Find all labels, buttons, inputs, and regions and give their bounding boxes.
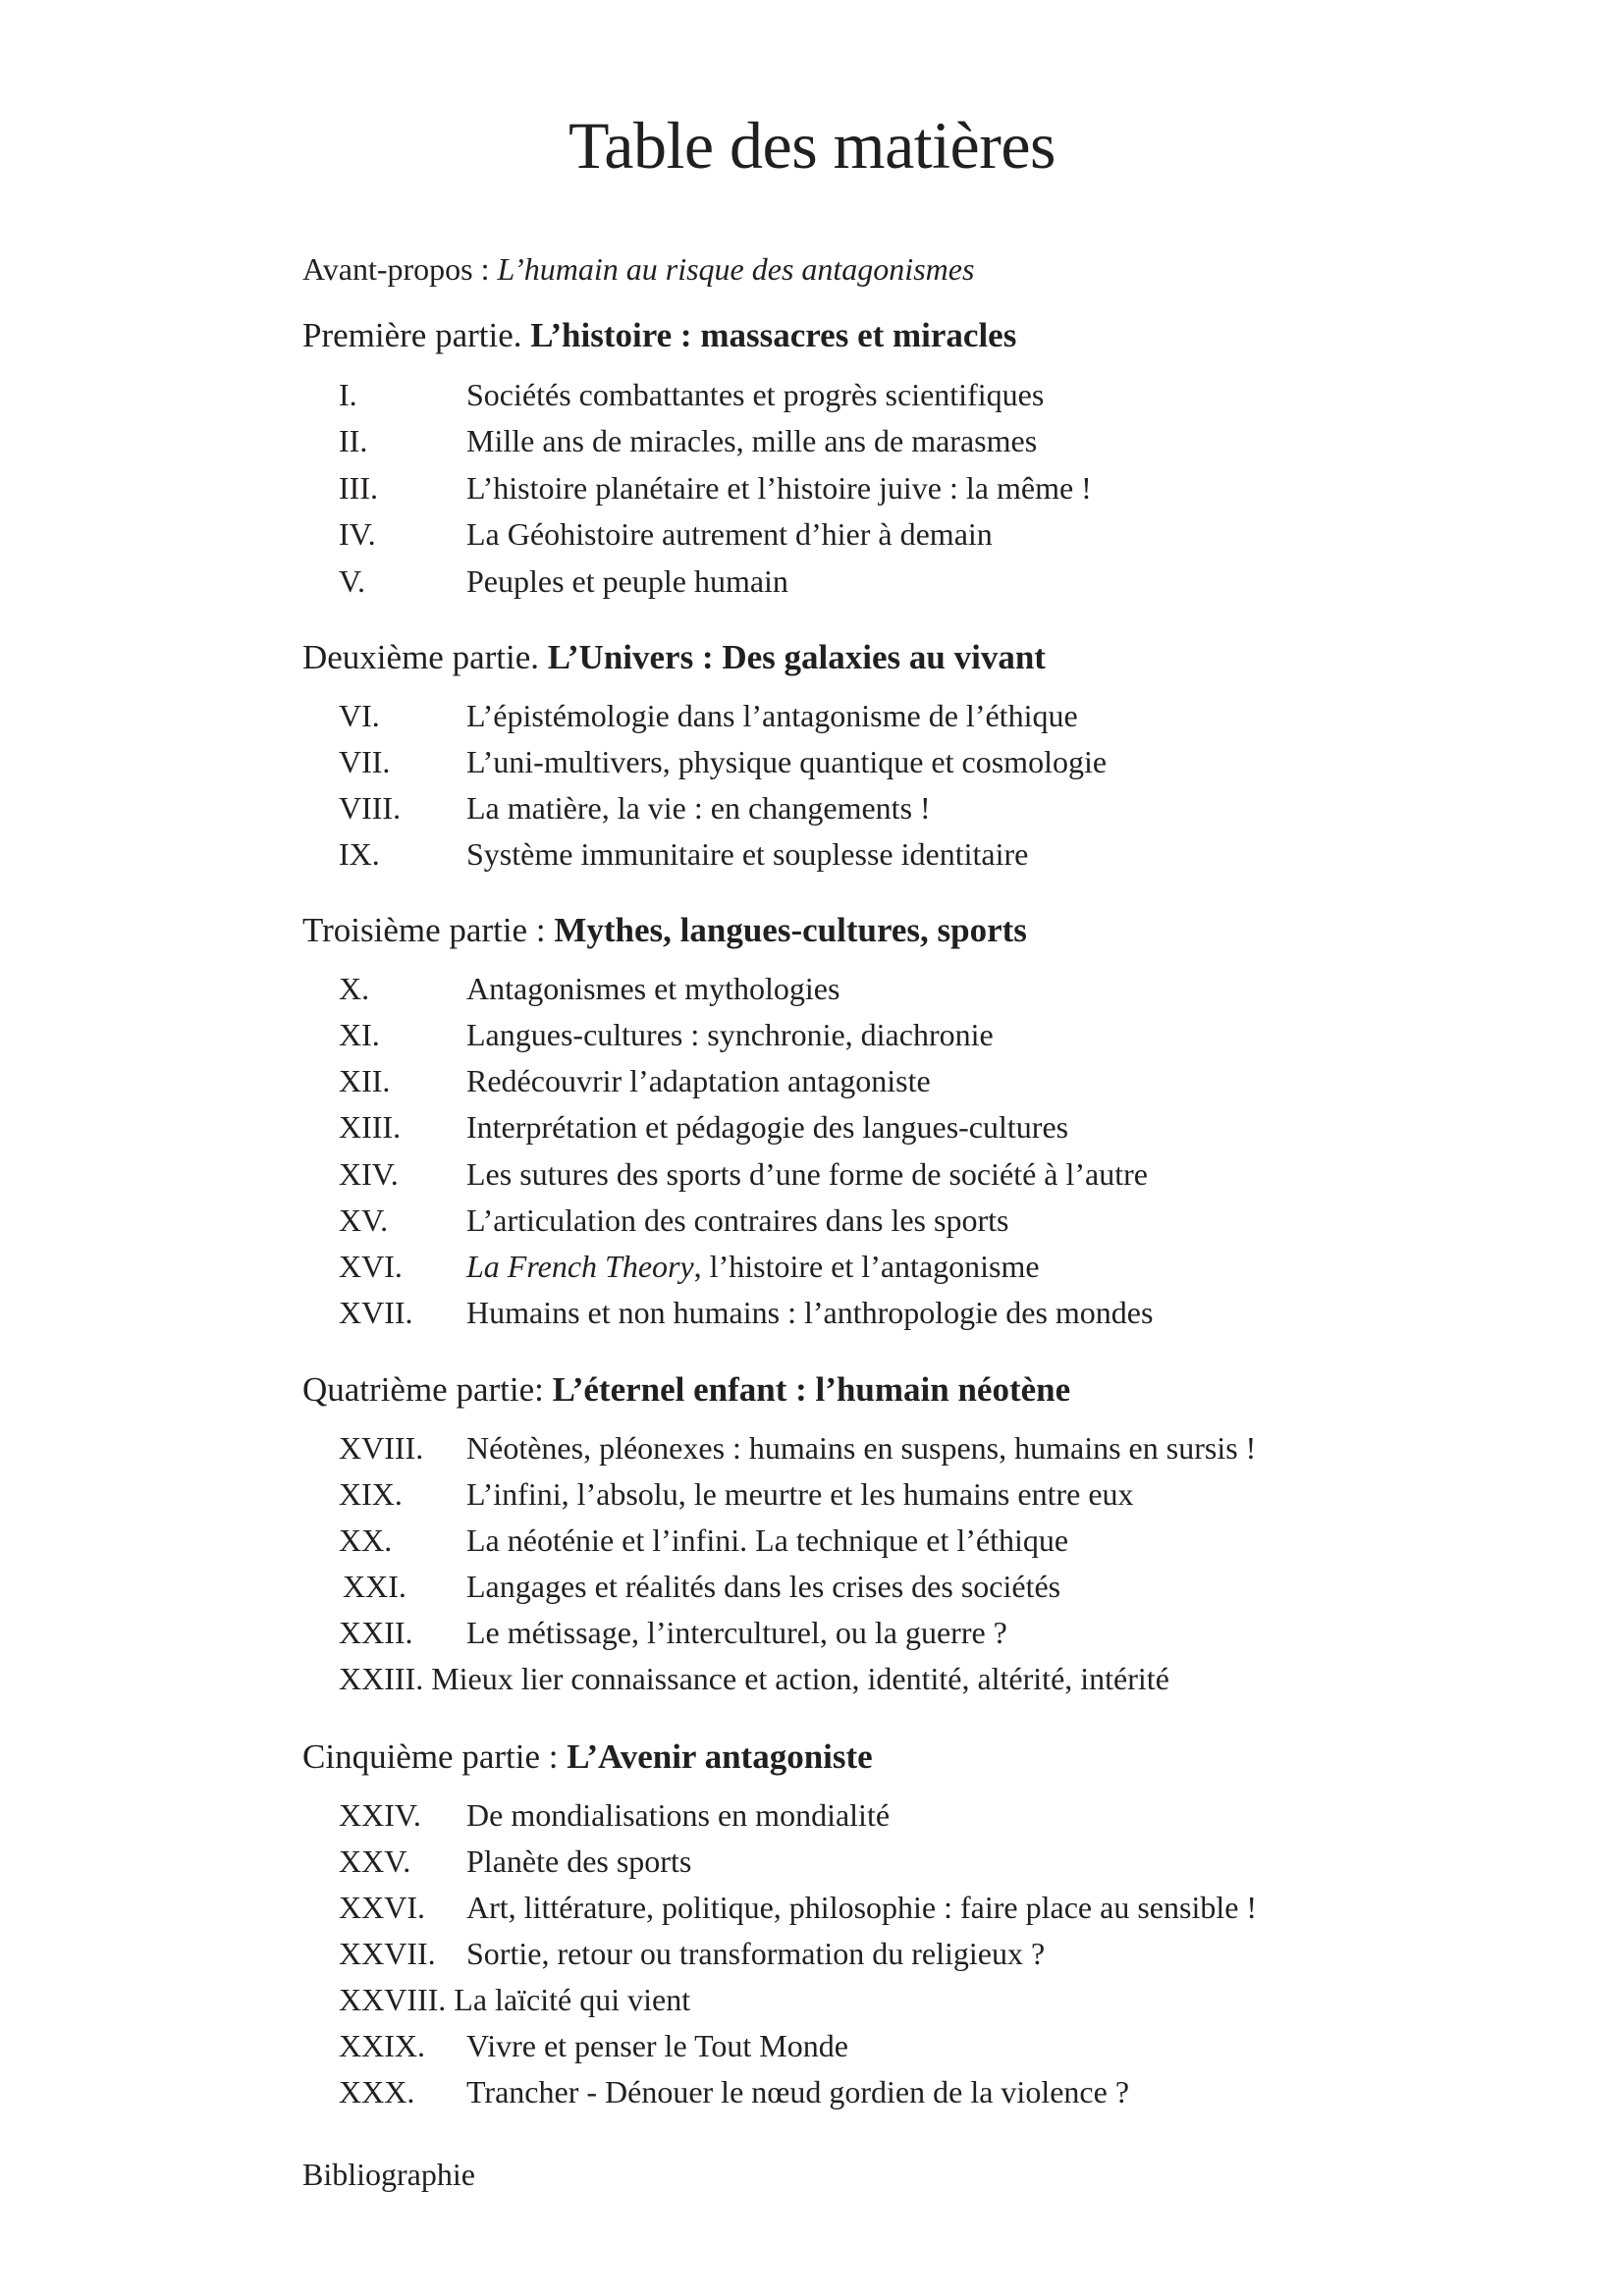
chapter-title: La néoténie et l’infini. La technique et l’éthique [466, 1522, 1069, 1558]
chapter-number: XXIV. [339, 1797, 421, 1833]
chapter-number: XXV. [339, 1843, 411, 1879]
chapter-title: De mondialisations en mondialité [466, 1797, 891, 1833]
chapter-title: Art, littérature, politique, philosophie : faire place au sensible ! [466, 1890, 1258, 1925]
chapter-number: XVII. [339, 1295, 413, 1330]
chapter-title: Système immunitaire et souplesse identitaire [466, 836, 1029, 872]
part-heading-5[interactable] [302, 1735, 873, 1779]
chapter-title: Planète des sports [466, 1843, 692, 1879]
part-label: Troisième partie : [302, 911, 555, 949]
part-heading-4[interactable] [302, 1368, 1070, 1412]
chapter-title: La laïcité qui vient [454, 1982, 691, 2017]
chapter-title: Mille ans de miracles, mille ans de marasmes [466, 423, 1038, 458]
chapter-number: XX. [339, 1522, 393, 1558]
part-title: L’histoire : massacres et miracles [530, 316, 1017, 354]
chapter-title: Sociétés combattantes et progrès scientifiques [466, 377, 1045, 412]
chapter-title: L’épistémologie dans l’antagonisme de l’éthique [466, 698, 1078, 733]
chapter-title: Peuples et peuple humain [466, 563, 788, 599]
chapter-title: Néotènes, pléonexes : humains en suspens, humains en sursis ! [466, 1430, 1257, 1466]
chapter-title: Vivre et penser le Tout Monde [466, 2028, 848, 2063]
chapter-number: VIII. [339, 790, 402, 826]
chapter-title: Le métissage, l’interculturel, ou la guerre ? [466, 1615, 1007, 1650]
part-heading-2[interactable] [302, 636, 1046, 679]
chapter-number: XV. [339, 1202, 389, 1238]
avant-propos-label: Avant-propos : [302, 251, 498, 287]
chapter-number: XXVIII. [339, 1982, 447, 2017]
chapter-number: XXVII. [339, 1936, 436, 1971]
chapter-number: XXIX. [339, 2028, 425, 2063]
chapter-title-italic: La French Theory [466, 1249, 694, 1284]
chapter-title: Langages et réalités dans les crises des sociétés [466, 1569, 1061, 1604]
chapter-title: Humains et non humains : l’anthropologie des mondes [466, 1295, 1154, 1330]
chapter-title: Sortie, retour ou transformation du religieux ? [466, 1936, 1046, 1971]
chapter-number: XXVI. [339, 1890, 425, 1925]
chapter-number: XXII. [339, 1615, 413, 1650]
chapter-title: L’histoire planétaire et l’histoire juive : la même ! [466, 470, 1092, 506]
chapter-number: XII. [339, 1063, 391, 1098]
chapter-title: Mieux lier connaissance et action, identité, altérité, intérité [431, 1661, 1169, 1696]
chapter-title: Langues-cultures : synchronie, diachronie [466, 1017, 994, 1052]
toc-entry[interactable] [339, 1657, 1169, 1700]
chapter-number: XXIII. [339, 1661, 424, 1696]
chapter-number: XIII. [339, 1109, 402, 1145]
part-label: Cinquième partie : [302, 1737, 568, 1776]
chapter-number: XXI. [343, 1569, 406, 1604]
chapter-number: V. [339, 563, 365, 599]
chapter-number: XIX. [339, 1476, 403, 1512]
chapter-number: VI. [339, 698, 380, 733]
chapter-title: La Géohistoire autrement d’hier à demain [466, 516, 993, 552]
chapter-number: I. [339, 377, 357, 412]
toc-entry[interactable] [339, 1978, 690, 2021]
chapter-title: Antagonismes et mythologies [466, 971, 840, 1006]
toc-bibliography[interactable]: Bibliographie [302, 2157, 475, 2192]
chapter-title: Les sutures des sports d’une forme de société à l’autre [466, 1156, 1148, 1192]
chapter-number: XXX. [339, 2074, 415, 2109]
chapter-title: La matière, la vie : en changements ! [466, 790, 931, 826]
chapter-number: XIV. [339, 1156, 399, 1192]
chapter-title: L’infini, l’absolu, le meurtre et les humains entre eux [466, 1476, 1134, 1512]
chapter-title: Trancher - Dénouer le nœud gordien de la violence ? [466, 2074, 1130, 2109]
page-title: Table des matières [568, 108, 1056, 183]
chapter-title: Interprétation et pédagogie des langues-cultures [466, 1109, 1069, 1145]
chapter-title [466, 1245, 1040, 1288]
part-title: L’éternel enfant : l’humain néotène [552, 1370, 1071, 1409]
part-heading-3[interactable] [302, 909, 1027, 952]
chapter-number: XI. [339, 1017, 380, 1052]
chapter-title-rest: , l’histoire et l’antagonisme [693, 1249, 1040, 1284]
part-title: Mythes, langues-cultures, sports [554, 911, 1027, 949]
chapter-title: L’articulation des contraires dans les sports [466, 1202, 1009, 1238]
part-title: L’Univers : Des galaxies au vivant [547, 638, 1046, 676]
part-label: Quatrième partie: [302, 1370, 553, 1409]
chapter-number: III. [339, 470, 378, 506]
chapter-number: XVI. [339, 1249, 403, 1284]
chapter-number: XVIII. [339, 1430, 424, 1466]
avant-propos-title: L’humain au risque des antagonismes [497, 251, 975, 287]
part-heading-1[interactable] [302, 314, 1016, 357]
chapter-title: L’uni-multivers, physique quantique et cosmologie [466, 744, 1108, 779]
part-title: L’Avenir antagoniste [567, 1737, 873, 1776]
part-label: Première partie. [302, 316, 531, 354]
toc-avant-propos[interactable] [302, 247, 974, 291]
part-label: Deuxième partie. [302, 638, 548, 676]
chapter-number: II. [339, 423, 368, 458]
chapter-number: IX. [339, 836, 380, 872]
chapter-number: IV. [339, 516, 376, 552]
chapter-number: VII. [339, 744, 391, 779]
chapter-number: X. [339, 971, 370, 1006]
chapter-title: Redécouvrir l’adaptation antagoniste [466, 1063, 931, 1098]
